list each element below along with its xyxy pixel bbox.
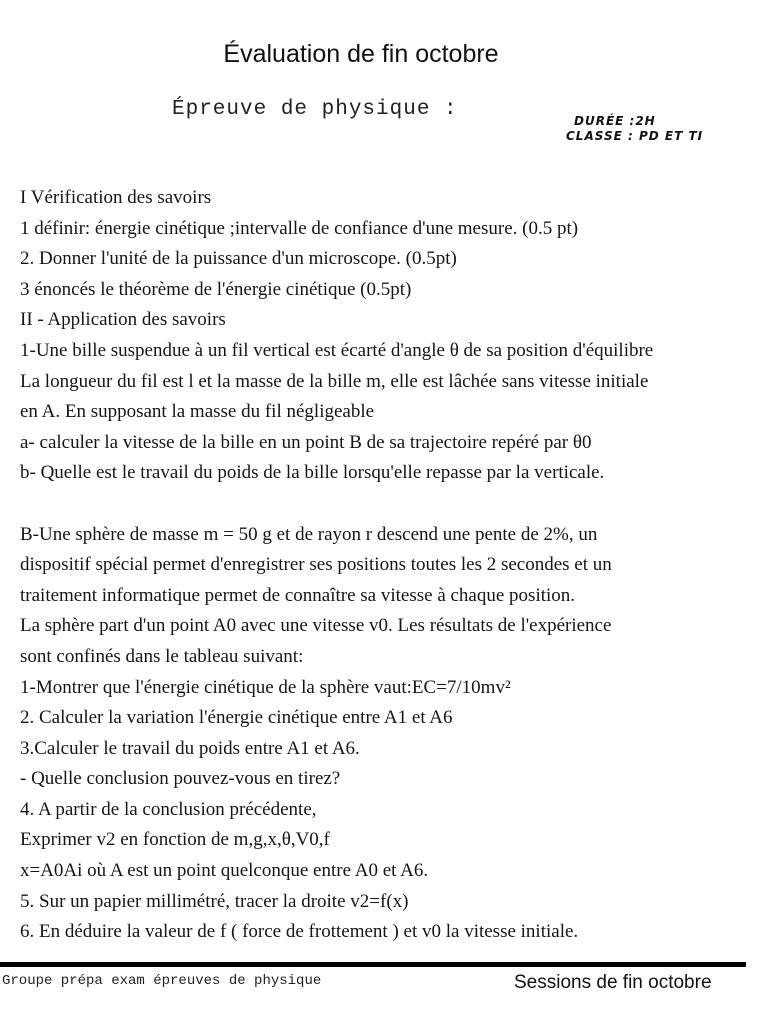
question-line: traitement informatique permet de connaître sa vitesse à chaque position. — [20, 584, 576, 606]
question-line: 1-Une bille suspendue à un fil vertical est écarté d'angle θ de sa position d'équilibre — [20, 339, 654, 361]
question-line: 2. Calculer la variation l'énergie cinétique entre A1 et A6 — [20, 707, 453, 729]
question-line: x=A0Ai où A est un point quelconque entre A0 et A6. — [20, 860, 429, 882]
section-part-b — [20, 520, 768, 948]
question-line: 3 énoncés le théorème de l'énergie cinétique (0.5pt) — [20, 278, 412, 300]
question-line: b- Quelle est le travail du poids de la bille lorsqu'elle repasse par la verticale. — [20, 462, 605, 484]
question-line: 3.Calculer le travail du poids entre A1 et A6. — [20, 737, 360, 759]
question-line: La longueur du fil est l et la masse de la bille m, elle est lâchée sans vitesse initiale — [20, 370, 649, 392]
question-line: La sphère part d'un point A0 avec une vitesse v0. Les résultats de l'expérience — [20, 615, 612, 637]
question-line: 1-Montrer que l'énergie cinétique de la sphère vaut:EC=7/10mv² — [20, 676, 511, 698]
exam-body — [20, 183, 768, 948]
question-line: dispositif spécial permet d'enregistrer ses positions toutes les 2 secondes et un — [20, 554, 612, 576]
question-line: 1 définir: énergie cinétique ;intervalle de confiance d'une mesure. (0.5 pt) — [20, 217, 579, 239]
question-line: - Quelle conclusion pouvez-vous en tirez? — [20, 768, 341, 790]
footer-session-label: Sessions de fin octobre — [514, 972, 712, 993]
document-title: Évaluation de fin octobre — [223, 40, 499, 68]
section-heading: II - Application des savoirs — [20, 309, 226, 331]
footer-divider — [0, 962, 746, 967]
exam-class: CLASSE : PD ET TI — [566, 129, 704, 143]
question-line: 2. Donner l'unité de la puissance d'un microscope. (0.5pt) — [20, 248, 457, 270]
section-verification — [20, 183, 768, 305]
footer-group-label: Groupe prépa exam épreuves de physique — [2, 973, 322, 989]
question-line: a- calculer la vitesse de la bille en un point B de sa trajectoire repéré par θ0 — [20, 431, 592, 453]
question-line: B-Une sphère de masse m = 50 g et de rayon r descend une pente de 2%, un — [20, 523, 598, 545]
question-line: sont confinés dans le tableau suivant: — [20, 645, 304, 667]
section-application — [20, 305, 768, 489]
document-subtitle: Épreuve de physique : — [172, 98, 458, 121]
question-line: Exprimer v2 en fonction de m,g,x,θ,V0,f — [20, 829, 330, 851]
section-heading: I Vérification des savoirs — [20, 187, 212, 208]
question-line: 5. Sur un papier millimétré, tracer la droite v2=f(x) — [20, 890, 409, 912]
exam-duration: DURÉE :2H — [574, 114, 656, 128]
question-line: 6. En déduire la valeur de f ( force de frottement ) et v0 la vitesse initiale. — [20, 921, 579, 943]
question-line: en A. En supposant la masse du fil négligeable — [20, 401, 375, 423]
question-line: 4. A partir de la conclusion précédente, — [20, 798, 317, 820]
paragraph-gap — [20, 489, 768, 520]
exam-meta — [566, 114, 703, 144]
